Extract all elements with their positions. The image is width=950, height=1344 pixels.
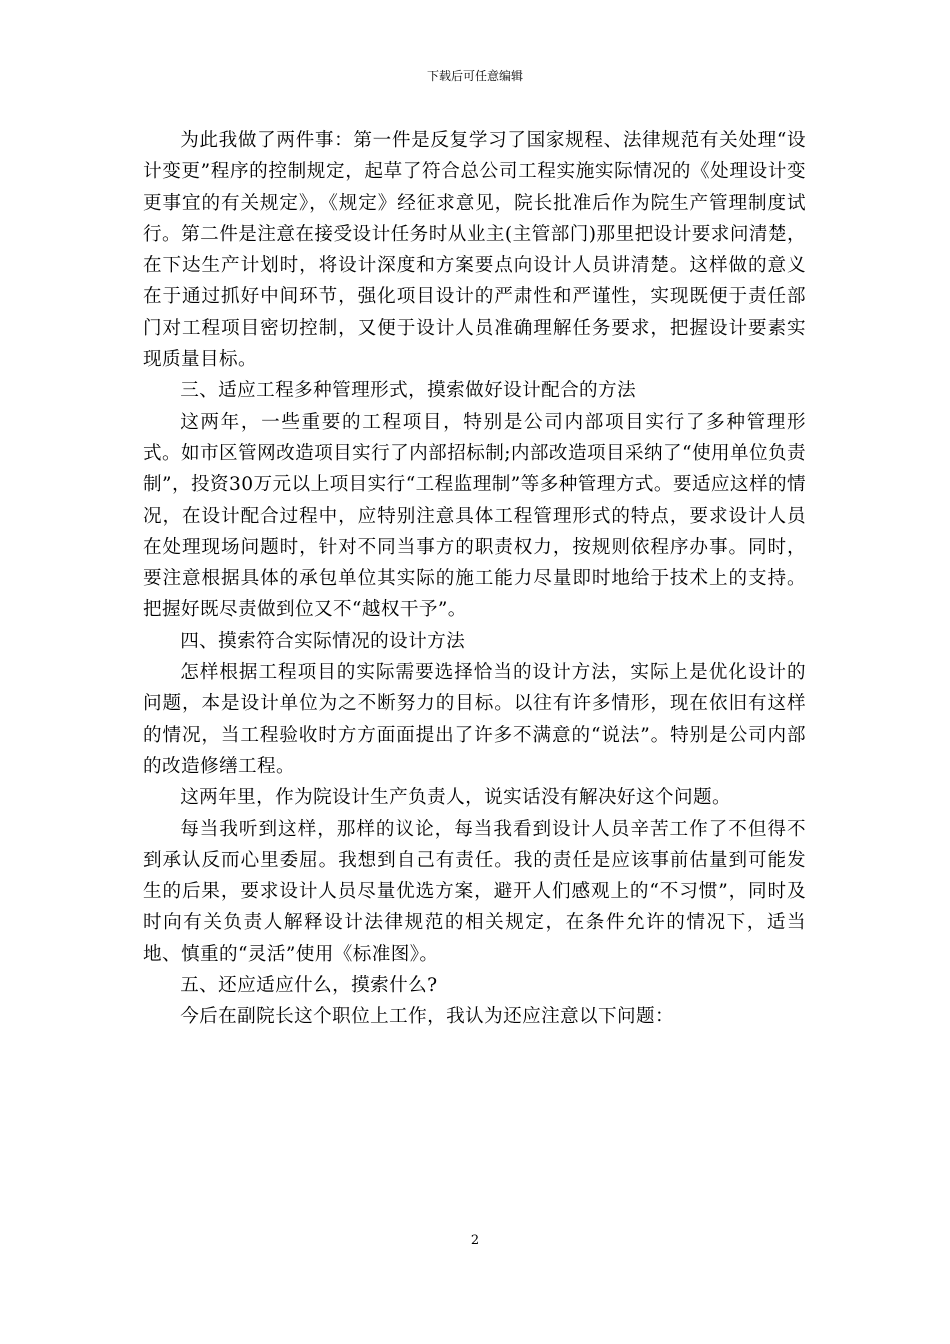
section-heading: 四、摸索符合实际情况的设计方法	[180, 630, 466, 652]
section-heading: 三、适应工程多种管理形式，摸索做好设计配合的方法	[180, 380, 637, 402]
section-heading: 五、还应适应什么，摸索什么?	[180, 975, 438, 997]
page-number: 2	[470, 1233, 480, 1248]
paragraph: 为此我做了两件事：第一件是反复学习了国家规程、法律规范有关处理“设计变更”程序的控制规定，起草了符合总公司工程实施实际情况的《处理设计变更事宜的有关规定》，《规定》经征求意见，院长批准后作为院生产管理制度试行。第二件是注意在接受设计任务时从业主(主管部门)那里把设计要求问清楚，在下达生产计划时，将设计深度和方案要点向设计人员讲清楚。这样做的意义在于通过抓好中间环节，强化项目设计的严肃性和严谨性，实现既便于责任部门对工程项目密切控制，又便于设计人员准确理解任务要求，把握设计要素实现质量目标。	[143, 130, 806, 371]
document-body	[143, 125, 806, 1033]
paragraph: 这两年，一些重要的工程项目，特别是公司内部项目实行了多种管理形式。如市区管网改造项目实行了内部招标制;内部改造项目采纳了“使用单位负责制”，投资30万元以上项目实行“工程监理制”等多种管理方式。要适应这样的情况，在设计配合过程中，应特别注意具体工程管理形式的特点，要求设计人员在处理现场问题时，针对不同当事方的职责权力，按规则依程序办事。同时，要注意根据具体的承包单位其实际的施工能力尽量即时地给于技术上的支持。把握好既尽责做到位又不“越权干予”。	[143, 411, 806, 621]
paragraph: 怎样根据工程项目的实际需要选择恰当的设计方法，实际上是优化设计的问题，本是设计单位为之不断努力的目标。以往有许多情形，现在依旧有这样的情况，当工程验收时方方面面提出了许多不满意的“说法”。特别是公司内部的改造修缮工程。	[143, 662, 806, 777]
paragraph: 今后在副院长这个职位上工作，我认为还应注意以下问题：	[180, 1006, 675, 1028]
paragraph: 这两年里，作为院设计生产负责人，说实话没有解决好这个问题。	[180, 787, 732, 809]
paragraph: 每当我听到这样，那样的议论，每当我看到设计人员辛苦工作了不但得不到承认反而心里委屈。我想到自己有责任。我的责任是应该事前估量到可能发生的后果，要求设计人员尽量优选方案，避开人们感观上的“不习惯”，同时及时向有关负责人解释设计法律规范的相关规定，在条件允许的情况下，适当地、慎重的“灵活”使用《标准图》。	[143, 818, 806, 965]
page-header: 下载后可任意编辑	[426, 69, 523, 83]
